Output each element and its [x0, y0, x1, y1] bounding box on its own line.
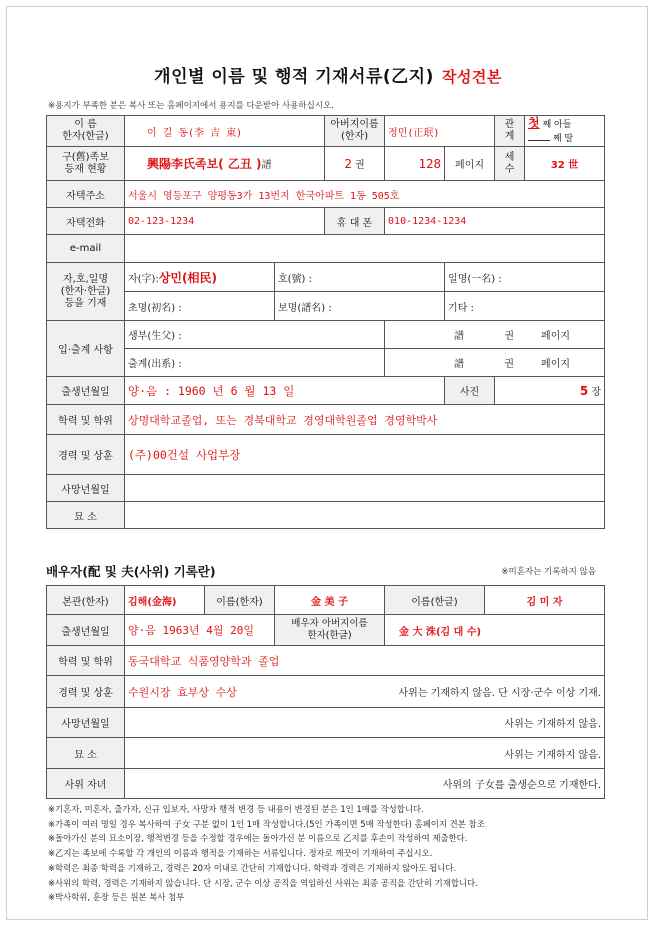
grave-label: 묘 소	[47, 502, 125, 529]
footnote: ※박사학위, 훈장 등은 원본 복사 첨부	[48, 892, 185, 903]
gwon-label-2: 권	[504, 359, 515, 370]
photo-count-field[interactable]	[495, 377, 605, 405]
clan-page-value: 128	[418, 156, 442, 171]
address-field[interactable]: 서울시 영등포구 양평동3가 13번지 한국아파트 1동 505호	[125, 181, 605, 208]
death-date-label: 사망년월일	[47, 475, 125, 502]
spouse-birthdate-label: 출생년월일	[47, 615, 125, 646]
relation-daughter: 째 딸	[552, 134, 574, 144]
footnote: ※학력은 최종 학력을 기재하고, 경력은 20자 이내로 간단히 기재합니다. 학력과 경력은 기재하지 않아도 됩니다.	[48, 862, 457, 873]
spouse-section-note: ※미혼자는 기록하지 않음	[501, 567, 596, 577]
spouse-education-field[interactable]: 동국대학교 식품영양학과 졸업	[125, 646, 605, 676]
footnote: ※乙지는 족보에 수록할 각 개인의 이름과 행적을 기재하는 서류입니다. 정자로 깨끗이 기재하여 주십시오.	[48, 848, 433, 859]
clan-page-unit: 페이지	[445, 147, 495, 181]
page-label: 페이지	[541, 331, 571, 342]
photo-label: 사진	[445, 377, 495, 405]
footnote: ※사위의 학력, 경력은 기재하지 않습니다. 단 시장, 군수 이상 공직을 역임하신 사위는 최종 공직을 간단히 기재합니다.	[48, 877, 478, 888]
spouse-birthdate-field[interactable]: 양·음 1963년 4월 20일	[125, 615, 275, 646]
mobile-label: 휴 대 폰	[325, 208, 385, 235]
page-label-2: 페이지	[541, 359, 571, 370]
chomyeong-field[interactable]: 초명(初名) :	[125, 292, 275, 321]
spouse-grave-label: 묘 소	[47, 738, 125, 769]
clan-book-suffix: 譜	[261, 160, 272, 171]
son-in-law-children-label: 사위 자녀	[47, 769, 125, 799]
spouse-career-note: 사위는 기재하지 않음. 단 시장·군수 이상 기재.	[398, 687, 601, 699]
phone-field[interactable]: 02-123-1234	[125, 208, 325, 235]
birthdate-field[interactable]: 양·음 : 1960 년 6 월 13 일	[125, 377, 445, 405]
son-in-law-children-field[interactable]: 사위의 子女를 출생순으로 기재한다.	[125, 769, 605, 799]
gwon-label: 권	[504, 331, 515, 342]
spouse-grave-field[interactable]: 사위는 기재하지 않음.	[125, 738, 605, 769]
relation-son: 째 아들	[542, 120, 572, 130]
career-field[interactable]: (주)00건설 사업부장	[125, 435, 605, 475]
email-label: e-mail	[47, 235, 125, 263]
ho-field[interactable]: 호(號) :	[275, 263, 445, 292]
pu-label-2: 譜	[454, 359, 465, 370]
spouse-name-hangul-field[interactable]: 김 미 자	[485, 586, 605, 615]
spouse-death-field[interactable]: 사위는 기재하지 않음.	[125, 708, 605, 738]
footnote: ※기혼자, 미혼자, 출가자, 신규 입보자, 사망자 행적 변경 등 내용이 변경된 분은 1인 1매를 작성합니다.	[48, 804, 424, 814]
clan-volume-field[interactable]	[325, 147, 385, 181]
pu-label: 譜	[454, 331, 465, 342]
alt-names-label: 자,호,일명 (한자·한글) 등을 기재	[47, 263, 125, 321]
spouse-father-field[interactable]: 金 大 洙(김 대 수)	[385, 615, 605, 646]
clan-volume-value: 2	[344, 156, 352, 171]
education-field[interactable]: 상명대학교졸업, 또는 경북대학교 경영대학원졸업 경영학박사	[125, 405, 605, 435]
top-note: ※용지가 부족한 분은 복사 또는 홈페이지에서 용지를 다운받아 사용하십시오.	[48, 101, 334, 111]
spouse-career-label: 경력 및 상훈	[47, 676, 125, 708]
birth-parent-record[interactable]	[385, 321, 605, 349]
spouse-career-value: 수원시장 효부상 수상	[128, 685, 237, 699]
relation-ordinal: 첫	[528, 116, 540, 130]
spouse-education-label: 학력 및 학위	[47, 646, 125, 676]
name-label: 이 름 한자(한글)	[47, 116, 125, 147]
clan-volume-unit: 권	[355, 160, 365, 171]
footnote: ※돌아가신 분의 묘소이장, 행적변경 등을 수정할 경우에는 돌아가신 분 이름으로 乙지를 후손이 작성하여 제출한다.	[48, 833, 468, 844]
sample-badge: 작성견본	[441, 68, 502, 86]
clan-book-label: 구(舊)족보 등재 현황	[47, 147, 125, 181]
person-form	[46, 115, 605, 529]
spouse-name-hangul-label: 이름(한글)	[385, 586, 485, 615]
education-label: 학력 및 학위	[47, 405, 125, 435]
photo-unit: 장	[591, 387, 602, 398]
title-text: 개인별 이름 및 행적 기재서류(乙지)	[154, 67, 434, 87]
ja-label: 자(字):	[128, 273, 159, 285]
death-date-field[interactable]	[125, 475, 605, 502]
address-label: 자택주소	[47, 181, 125, 208]
spouse-death-label: 사망년월일	[47, 708, 125, 738]
spouse-name-hanja-field[interactable]: 金 美 子	[275, 586, 385, 615]
footnote: ※가족이 여러 명일 경우 복사하여 子女 구분 없이 1인 1매 작성합니다.(5인 가족이면 5매 작성한다) 홈페이지 견본 참조	[48, 818, 485, 829]
relation-label: 관계	[495, 116, 525, 147]
photo-count: 5	[579, 384, 589, 398]
clan-book-field[interactable]	[125, 147, 325, 181]
name-field[interactable]: 이 길 동(李 吉 東)	[125, 116, 325, 147]
grave-field[interactable]	[125, 502, 605, 529]
phone-label: 자택전화	[47, 208, 125, 235]
spouse-clan-field[interactable]: 김해(金海)	[125, 586, 205, 615]
generation-label: 세수	[495, 147, 525, 181]
ilmyeong-field[interactable]: 일명(一名) :	[445, 263, 605, 292]
mobile-field[interactable]: 010-1234-1234	[385, 208, 605, 235]
spouse-clan-label: 본관(한자)	[47, 586, 125, 615]
birthdate-label: 출생년월일	[47, 377, 125, 405]
ja-field[interactable]	[125, 263, 275, 292]
birth-parent-field[interactable]: 생부(生父) :	[125, 321, 385, 349]
bomyeong-field[interactable]: 보명(譜名) :	[275, 292, 445, 321]
adopt-out-field[interactable]: 출계(出系) :	[125, 349, 385, 377]
email-field[interactable]	[125, 235, 605, 263]
generation-field[interactable]: 32 世	[525, 147, 605, 181]
adopt-out-record[interactable]	[385, 349, 605, 377]
spouse-name-hanja-label: 이름(한자)	[205, 586, 275, 615]
spouse-father-label: 배우자 아버지이름 한자(한글)	[275, 615, 385, 646]
page-title	[0, 62, 656, 87]
spouse-career-field[interactable]	[125, 676, 605, 708]
spouse-section-heading: 배우자(配 및 夫(사위) 기록란)	[46, 564, 216, 579]
gita-field[interactable]: 기타 :	[445, 292, 605, 321]
footnotes	[48, 802, 485, 905]
clan-page-field[interactable]	[385, 147, 445, 181]
father-name-field[interactable]: 정민(正珉)	[385, 116, 495, 147]
clan-book-value: 興陽李氏족보( 乙丑 )	[147, 157, 262, 171]
adoption-label: 입·출계 사항	[47, 321, 125, 377]
spouse-form	[46, 585, 605, 799]
ja-value: 상민(相民)	[158, 270, 217, 285]
relation-field[interactable]	[525, 116, 605, 147]
career-label: 경력 및 상훈	[47, 435, 125, 475]
father-name-label: 아버지이름 (한자)	[325, 116, 385, 147]
